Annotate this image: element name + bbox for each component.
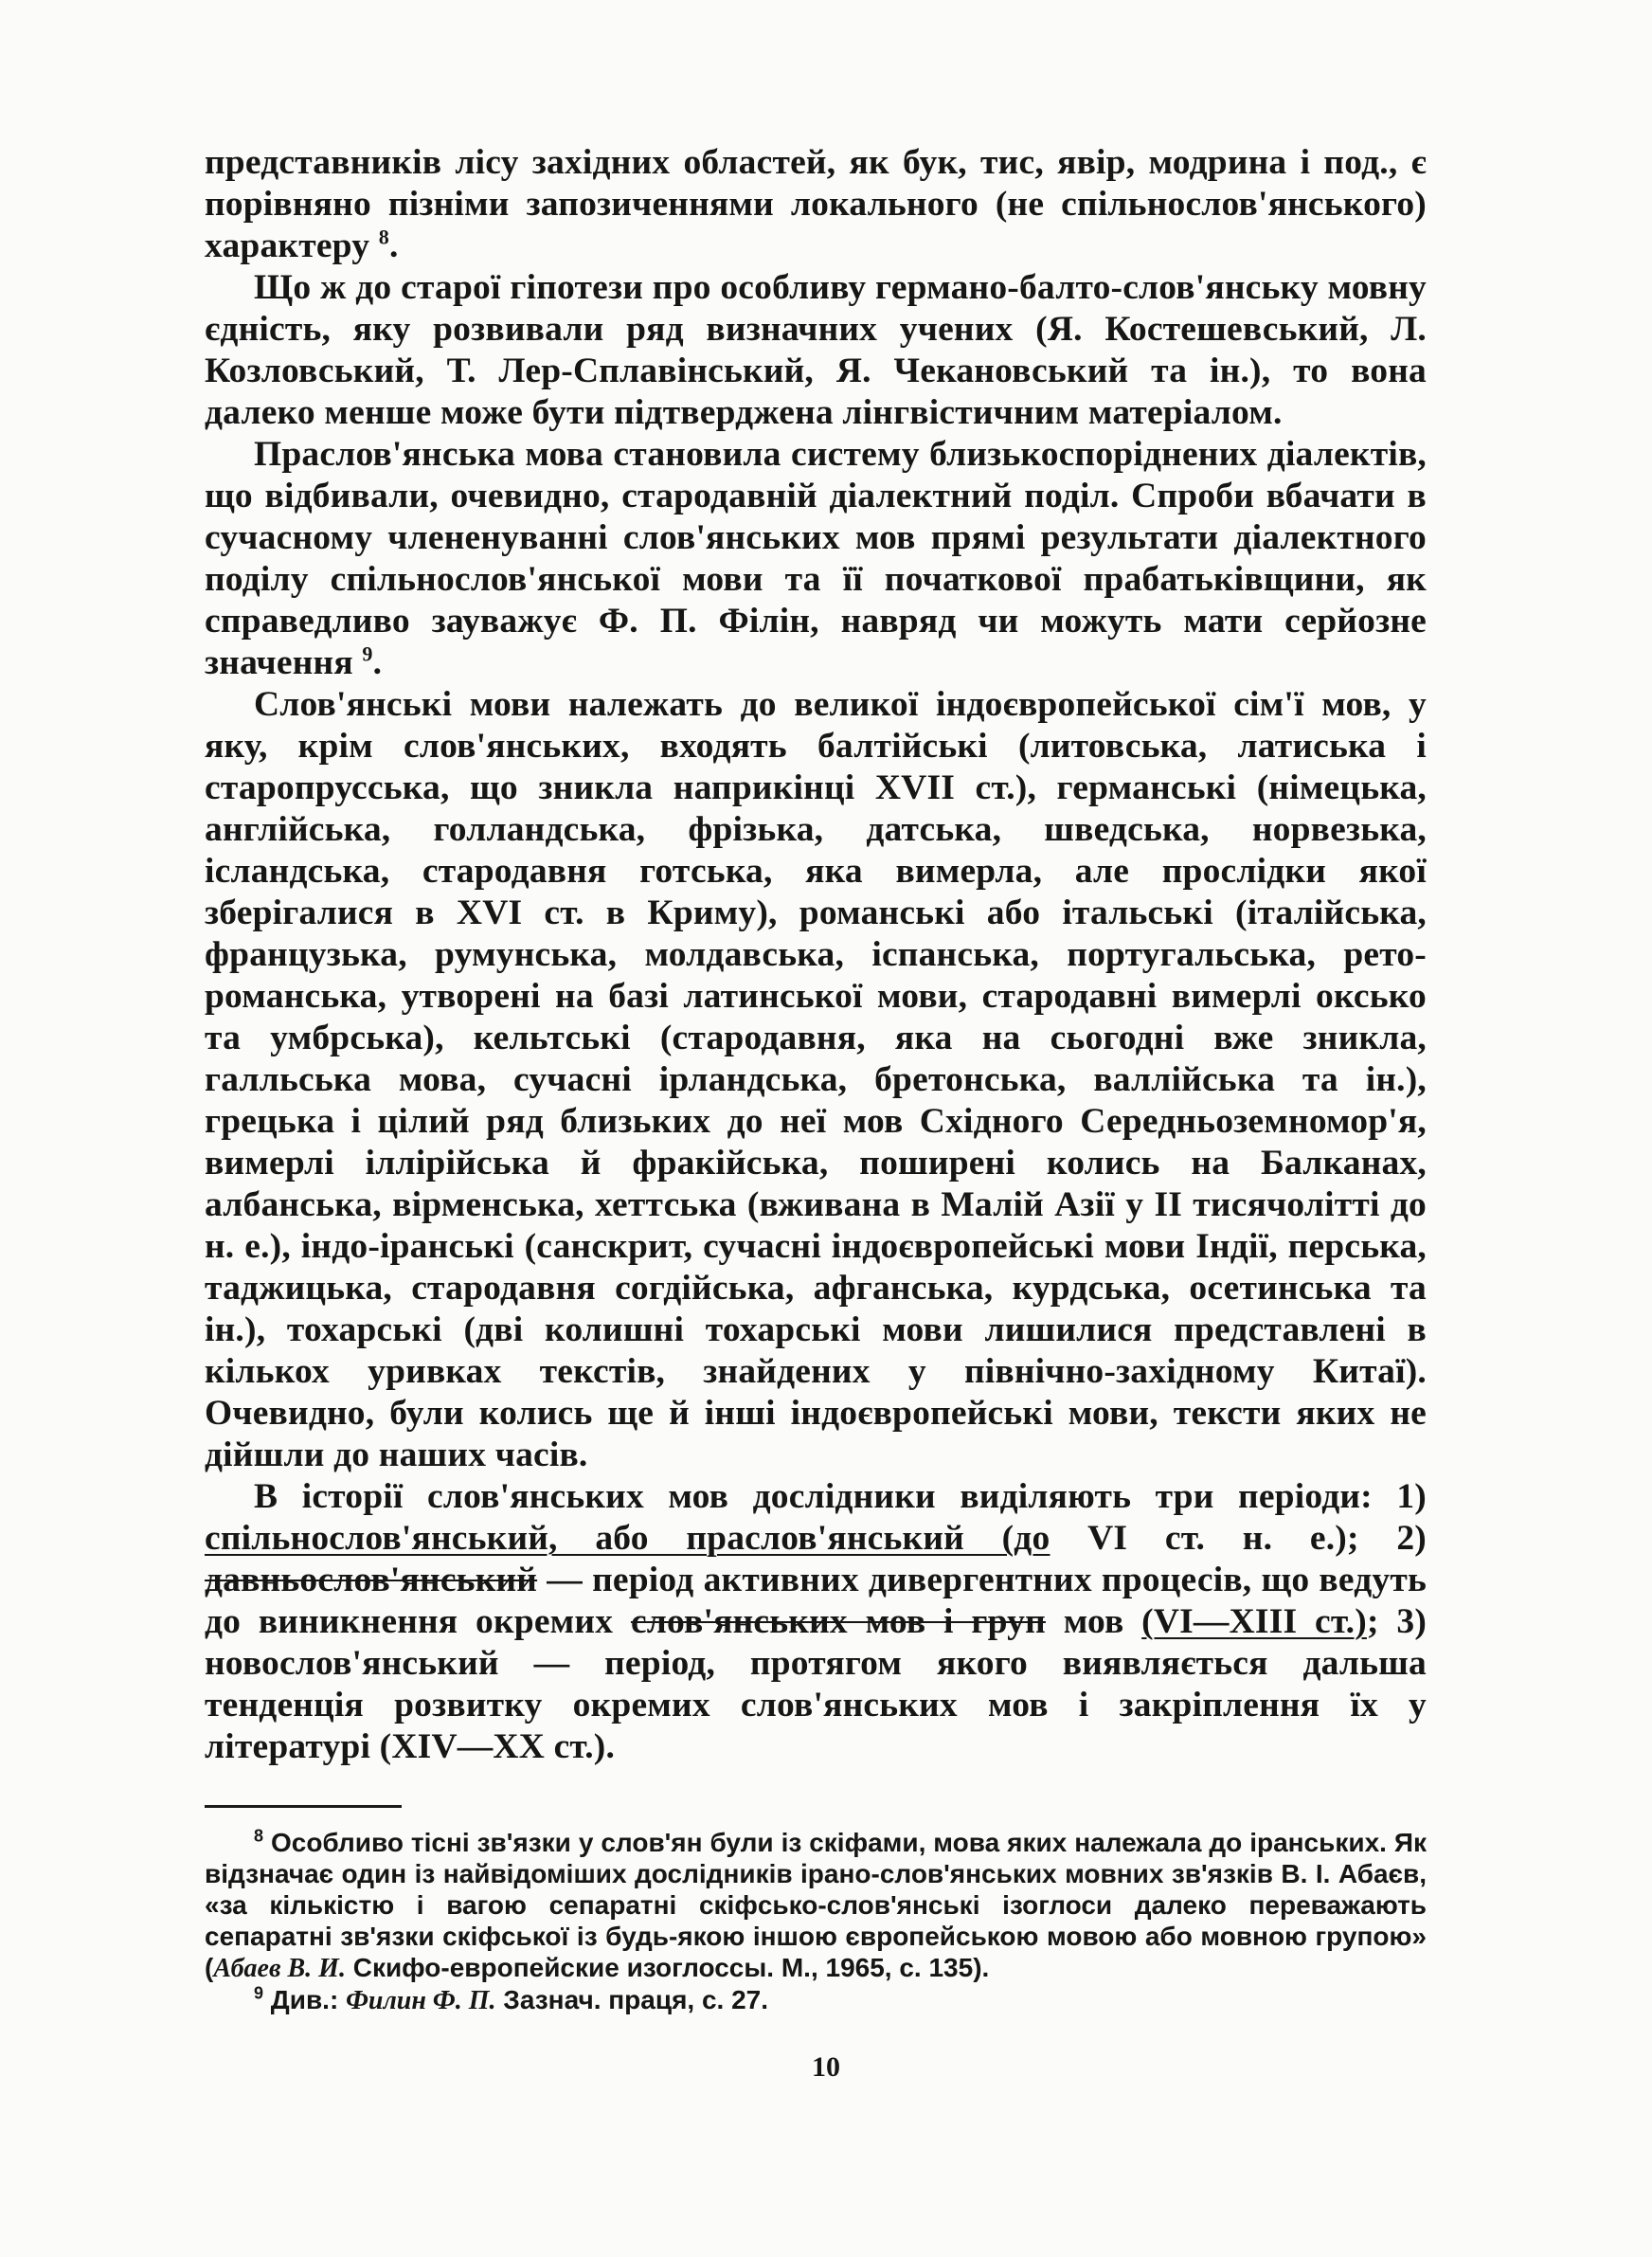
paragraph-text: Праслов'янська мова становила систему близькоспорiднених дiалектiв, що вiдбивали, очевидно, стародавнiй дiалектний подiл. Спроби вбачати в сучасному члененуваннi слов'янських мов прямi результати дiалектного подiлу спiльнослов'янської мови та її початкової прабатькiвщини, як справедливо зауважує Ф. П. Фiлiн, навряд чи можуть мати серйозне значення [205,435,1427,682]
underlined-text: спiльнослов'янський, або праслов'янський (до [205,1519,1050,1558]
paragraph [205,142,1427,267]
footnote-text: Див.: [270,1985,347,2014]
paragraph [205,267,1427,434]
footnote-author: Филин Ф. П. [346,1986,496,2015]
footnote-author: Абаев В. И. [213,1954,346,1983]
footnote-text: Зазнач. праця, с. 27. [495,1985,769,2014]
footnote-ref[interactable]: 9 [362,641,373,666]
underlined-text: (VI—XIII ст.) [1141,1602,1367,1641]
paragraph-text: Слов'янськi мови належать до великої iндоєвропейської сiм'ї мов, у яку, крiм слов'янських, входять балтiйськi (литовська, латиська i старопрусська, що зникла наприкiнцi XVII ст.), германськi (нiмецька, англiйська, голландська, фрiзька, датська, шведська, норвезька, iсландська, стародавня готська, яка вимерла, але прослiдки якої зберiгалися в XVI ст. в Криму), романськi або iтальськi (iталiйська, французька, румунська, молдавська, iспанська, португальська, рето-романська, утворенi на базi латинської мови, стародавнi вимерлi оксько та умбрська), кельтськi (стародавня, яка на сьогоднi вже зникла, галльська мова, сучаснi iрландська, бретонська, валлiйська та iн.), грецька i цiлий ряд близьких до неї мов Схiдного Середньоземномор'я, вимерлi iллiрiйська й фракiйська, поширенi колись на Балканах, албанська, вiрменська, хеттська (вживана в Малiй Азiї у II тисячолiттi до н. е.), iндо-iранськi (санскрит, сучаснi iндоєвропейськi мови Iндiї, перська, таджицька, стародавня согдiйська, афганська, курдська, осетинська та iн.), тохарськi (двi колишнi тохарськi мови лишилися представленi в кiлькох уривках текстiв, знайдених у пiвнiчно-захiдному Китаї). Очевидно, були колись ще й iншi iндоєвропейськi мови, тексти яких не дiйшли до наших часiв. [205,685,1427,1474]
footnote-ref[interactable]: 8 [378,225,389,249]
paragraph-text: — перiод активних дивергентних процесiв, що ведуть до виникнення окремих [205,1561,1427,1641]
footnotes [205,1827,1427,2016]
paragraph-text: VI ст. н. е.); 2) [1050,1519,1427,1558]
paragraph-text: . [372,643,383,682]
footnote-9 [205,1984,1427,2016]
page-number: 10 [812,2051,840,2083]
paragraph-text: ; 3) новослов'янський — перiод, протягом якого виявляється дальша тенденцiя розвитку окремих слов'янських мов i закрiплення їх у лiтературi (XIV—XX ст.). [205,1602,1428,1766]
paragraph-text: В iсторiї слов'янських мов дослiдники видiляють три перiоди: 1) [254,1477,1427,1516]
paragraph-text: Що ж до старої гiпотези про особливу германо-балто-слов'янську мовну єднiсть, яку розвивали ряд визначних учених (Я. Костешевський, Л. Козловський, Т. Лер-Сплавiнський, Я. Чекановський та iн.), то вона далеко менше може бути пiдтверджена лiнгвiстичним матерiалом. [205,268,1427,432]
paragraph-text: . [388,226,399,265]
paragraph-text: представникiв лiсу захiдних областей, як бук, тис, явiр, модрина i под., є порiвняно пiзнiми запозиченнями локального (не спiльнослов'янського) характеру [205,143,1427,265]
paragraph [205,1476,1427,1768]
main-text [205,142,1427,1768]
footnote-number: 9 [254,1983,264,2003]
footnote-divider [205,1805,402,1808]
footnote-number: 8 [254,1826,264,1846]
footnote-text: Скифо-европейские изоглоссы. М., 1965, с. 135). [345,1953,990,1982]
struck-text: давньослов'янський [205,1561,538,1599]
paragraph-text: мов [1045,1602,1142,1641]
footnote-text: Особливо тiснi зв'язки у слов'ян були iз скiфами, мова яких належала до iранських. Як вiдзначає один iз найвiдомiших дослiдникiв ірано-слов'янських мовних зв'язкiв В. I. Абаєв, «за кiлькiстю i вагою сепаратнi скiфсько-слов'янськi iзоглоси далеко переважають сепаратнi зв'язки скiфської iз будь-якою iншою європейською мовою або мовною групою» ( [205,1828,1428,1982]
paragraph [205,684,1427,1476]
footnote-8 [205,1827,1427,1984]
struck-text: слов'янських мов i груп [630,1602,1046,1641]
paragraph [205,434,1427,684]
